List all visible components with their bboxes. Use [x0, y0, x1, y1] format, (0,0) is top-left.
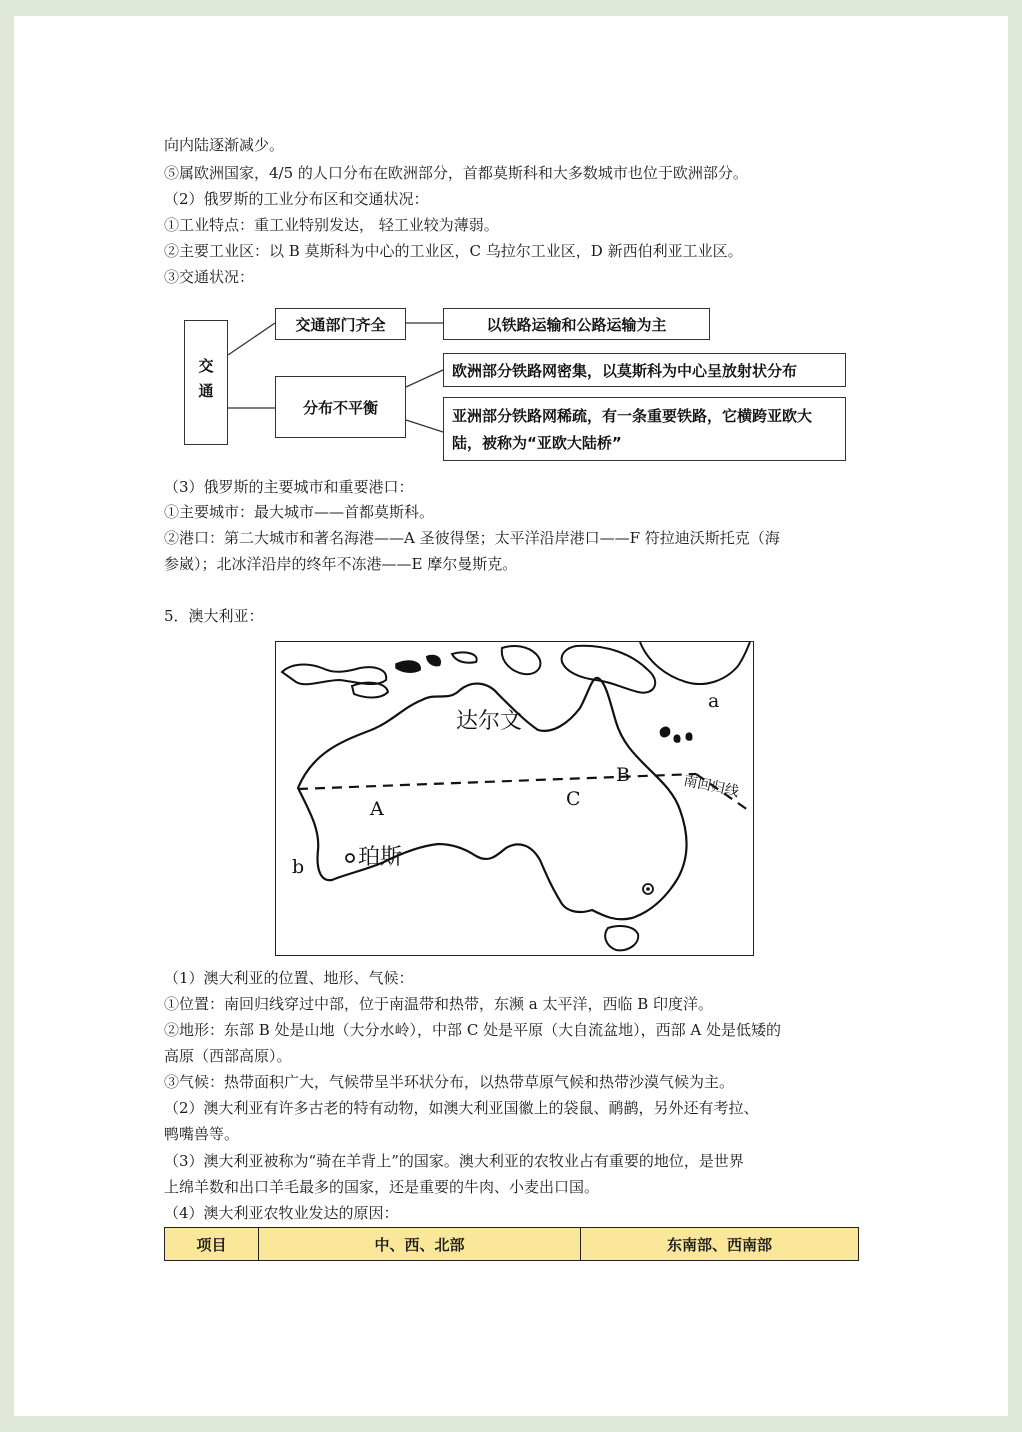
- darwin-label: 达尔文: [456, 709, 523, 734]
- label-B-mountains: B: [616, 764, 630, 786]
- table-header-cell: 东南部、西南部: [581, 1228, 859, 1261]
- text-line: ③气候：热带面积广大，气候带呈半环状分布，以热带草原气候和热带沙漠气候为主。: [164, 1073, 735, 1091]
- text-line: 上绵羊数和出口羊毛最多的国家，还是重要的牛肉、小麦出口国。: [164, 1178, 600, 1196]
- text-line: 高原（西部高原）。: [164, 1047, 292, 1065]
- text-line: ①主要城市：最大城市——首都莫斯科。: [164, 503, 435, 521]
- text-line: 参崴）；北冰洋沿岸的终年不冻港——E 摩尔曼斯克。: [164, 555, 518, 573]
- text-line: ③交通状况：: [164, 268, 255, 286]
- transport-root-box: [184, 320, 228, 445]
- table-header-cell: 项目: [165, 1228, 259, 1261]
- text-line: ①位置：南回归线穿过中部，位于南温带和热带，东濒 a 太平洋，西临 B 印度洋。: [164, 995, 714, 1013]
- branch-complete-box: 交通部门齐全: [275, 308, 406, 340]
- tropic-label: 南回归线: [682, 772, 741, 801]
- text-line: ②地形：东部 B 处是山地（大分水岭），中部 C 处是平原（大自流盆地），西部 A 处是低矮的: [164, 1021, 781, 1039]
- australia-outline: [276, 642, 752, 954]
- text-line: （3）澳大利亚被称为“骑在羊背上”的国家。澳大利亚的农牧业占有重要的地位，是世界: [164, 1152, 744, 1170]
- text-line: （2）澳大利亚有许多古老的特有动物，如澳大利亚国徽上的袋鼠、鸸鹋，另外还有考拉、: [164, 1099, 759, 1117]
- text-line: ②港口：第二大城市和著名海港——A 圣彼得堡；太平洋沿岸港口——F 符拉迪沃斯托克（海: [164, 529, 780, 547]
- label-C-plain: C: [566, 788, 581, 810]
- text-line: 鸭嘴兽等。: [164, 1125, 240, 1143]
- text-line: 向内陆逐渐减少。: [164, 136, 285, 154]
- section-heading: 5．澳大利亚：: [164, 607, 264, 625]
- agriculture-table: [164, 1227, 859, 1261]
- table-header-row: [165, 1228, 859, 1261]
- text-line: ②主要工业区：以 B 莫斯科为中心的工业区，C 乌拉尔工业区，D 新西伯利亚工业区。: [164, 242, 743, 260]
- label-b-indian: b: [292, 856, 305, 878]
- text-line: （4）澳大利亚农牧业发达的原因：: [164, 1204, 399, 1222]
- branch-complete-detail-box: 以铁路运输和公路运输为主: [443, 308, 710, 340]
- perth-label: 珀斯: [358, 845, 403, 870]
- text-line: ⑤属欧洲国家，4/5 的人口分布在欧洲部分，首都莫斯科和大多数城市也位于欧洲部分。: [164, 164, 748, 182]
- label-a-pacific: a: [708, 690, 720, 712]
- europe-railway-box: 欧洲部分铁路网密集，以莫斯科为中心呈放射状分布: [443, 353, 846, 387]
- text-line: （2）俄罗斯的工业分布区和交通状况：: [164, 190, 429, 208]
- text-line: （3）俄罗斯的主要城市和重要港口：: [164, 478, 414, 496]
- text-line: （1）澳大利亚的位置、地形、气候：: [164, 969, 414, 987]
- australia-map: [275, 641, 754, 956]
- branch-uneven-box: 分布不平衡: [275, 376, 406, 438]
- label-A-plateau: A: [370, 798, 384, 820]
- transport-root-label: 交通: [196, 357, 215, 408]
- text-line: ①工业特点：重工业特别发达， 轻工业较为薄弱。: [164, 216, 499, 234]
- asia-railway-box: 亚洲部分铁路网稀疏，有一条重要铁路，它横跨亚欧大陆，被称为“亚欧大陆桥”: [443, 397, 846, 461]
- table-header-cell: 中、西、北部: [259, 1228, 581, 1261]
